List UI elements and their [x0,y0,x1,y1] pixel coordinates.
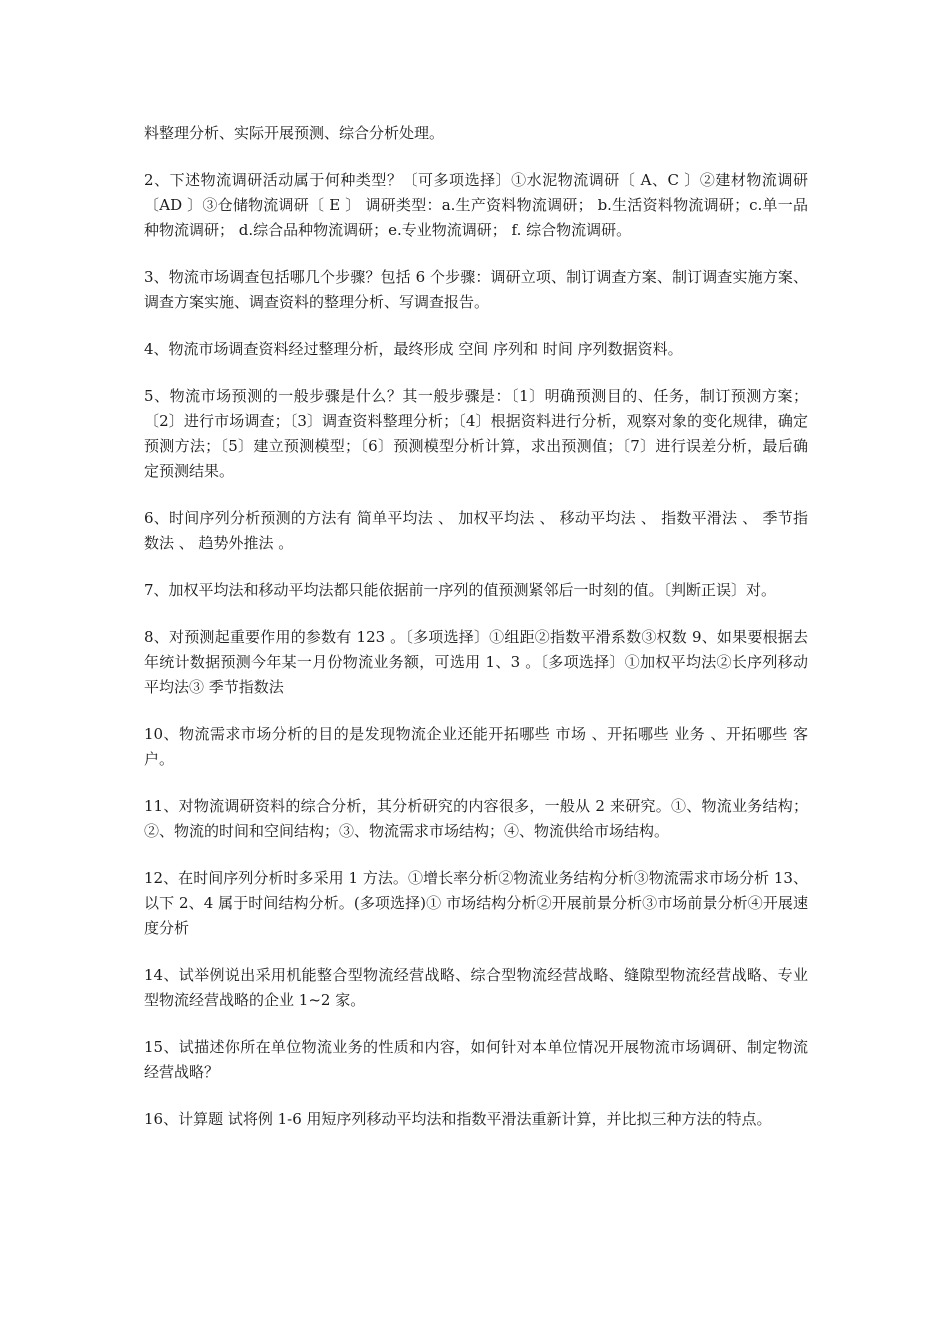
question-3: 3、物流市场调查包括哪几个步骤？包括 6 个步骤：调研立项、制订调查方案、制订调查实施方案、调查方案实施、调查资料的整理分析、写调查报告。 [144,268,808,311]
paragraph-continuation: 料整理分析、实际开展预测、综合分析处理。 [144,124,445,142]
question-6: 6、时间序列分析预测的方法有 简单平均法 、 加权平均法 、 移动平均法 、 指数平滑法 、 季节指数法 、 趋势外推法 。 [144,509,808,552]
question-5: 5、物流市场预测的一般步骤是什么？其一般步骤是：〔1〕明确预测目的、任务，制订预测方案；〔2〕进行市场调查；〔3〕调查资料整理分析；〔4〕根据资料进行分析，观察对象的变化规律，确定预测方法；〔5〕建立预测模型；〔6〕预测模型分析计算，求出预测值；〔7〕进行误差分析，最后确定预测结果。 [144,387,808,480]
question-2: 2、下述物流调研活动属于何种类型？〔可多项选择〕①水泥物流调研〔 A、C 〕②建材物流调研〔AD 〕③仓储物流调研〔 E 〕 调研类型：a.生产资料物流调研； b.生活资料物流调研；c.单一品种物流调研； d.综合品种物流调研；e.专业物流调研； f. 综合物流调研。 [144,171,808,239]
question-8-9: 8、对预测起重要作用的参数有 123 。〔多项选择〕①组距②指数平滑系数③权数 9、如果要根据去年统计数据预测今年某一月份物流业务额，可选用 1、3 。〔多项选择〕①加权平均法②长序列移动平均法③ 季节指数法 [144,628,808,696]
question-15: 15、试描述你所在单位物流业务的性质和内容，如何针对本单位情况开展物流市场调研、制定物流经营战略？ [144,1038,808,1081]
document-body [144,121,808,1154]
question-4: 4、物流市场调查资料经过整理分析，最终形成 空间 序列和 时间 序列数据资料。 [144,340,683,358]
question-16: 16、计算题 试将例 1-6 用短序列移动平均法和指数平滑法重新计算，并比拟三种方法的特点。 [144,1110,772,1128]
question-12-13: 12、在时间序列分析时多采用 1 方法。①增长率分析②物流业务结构分析③物流需求市场分析 13、以下 2、4 属于时间结构分析。(多项选择)① 市场结构分析②开展前景分析③市场前景分析④开展速度分析 [144,869,808,937]
question-7: 7、加权平均法和移动平均法都只能依据前一序列的值预测紧邻后一时刻的值。〔判断正误〕对。 [144,581,777,599]
question-14: 14、试举例说出采用机能整合型物流经营战略、综合型物流经营战略、缝隙型物流经营战略、专业型物流经营战略的企业 1~2 家。 [144,966,808,1009]
question-10: 10、物流需求市场分析的目的是发现物流企业还能开拓哪些 市场 、开拓哪些 业务 、开拓哪些 客户。 [144,725,808,768]
question-11: 11、对物流调研资料的综合分析，其分析研究的内容很多，一般从 2 来研究。①、物流业务结构；②、物流的时间和空间结构；③、物流需求市场结构；④、物流供给市场结构。 [144,797,808,840]
